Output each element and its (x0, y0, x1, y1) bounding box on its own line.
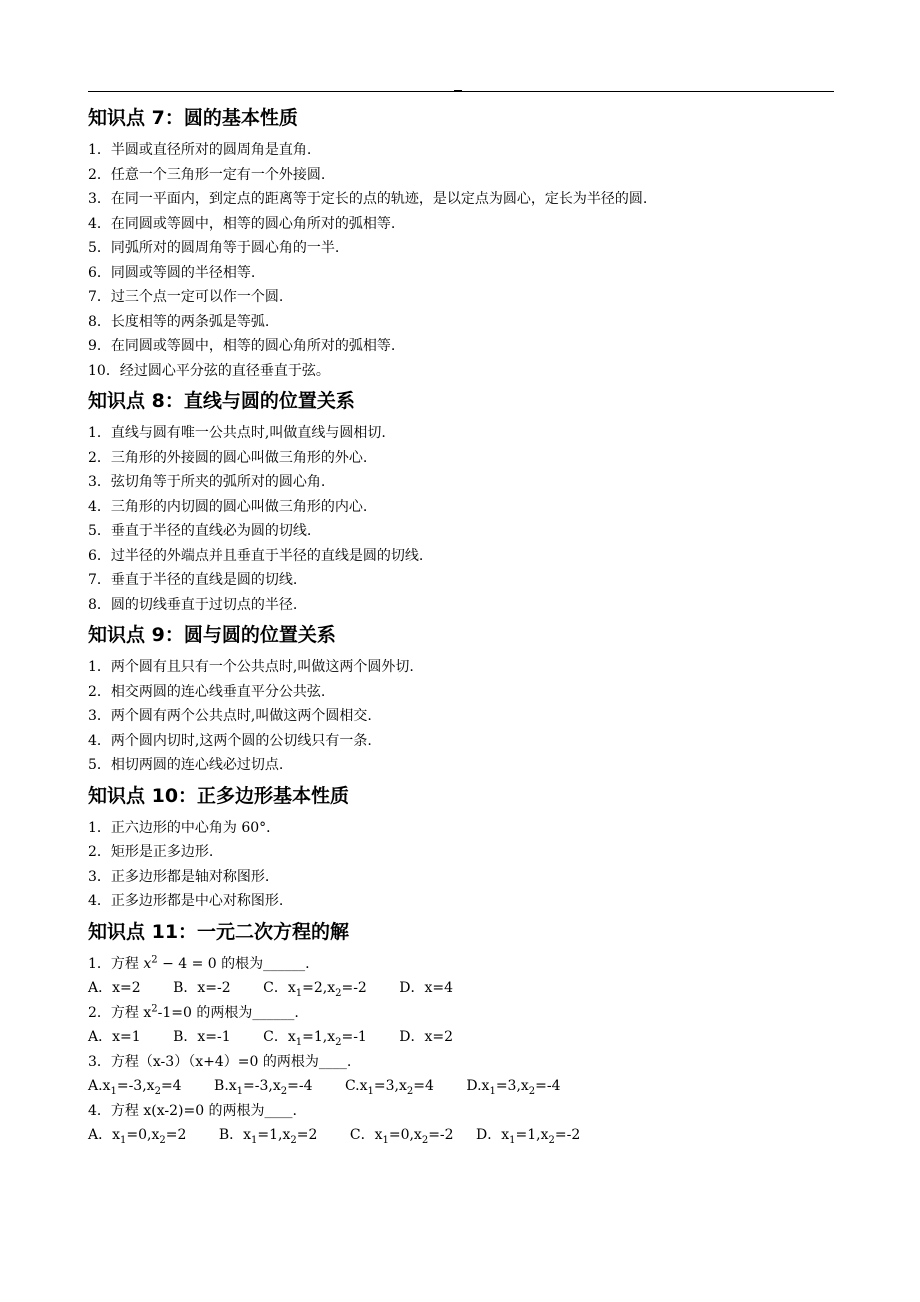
list-item: 7．过三个点一定可以作一个圆. (88, 289, 284, 305)
list-item: 1．正六边形的中心角为 60°． (88, 819, 281, 836)
list-item: 6．同圆或等圆的半径相等. (88, 264, 256, 281)
list-item: 2．矩形是正多边形. (88, 844, 214, 860)
option-d: D．x=2 (399, 1029, 454, 1045)
option-c: $C.x_1=3,x_2=4$ (344, 1078, 434, 1097)
section-10-title: 知识点 10：正多边形基本性质 (88, 784, 350, 807)
list-item: 3．正多边形都是轴对称图形. (88, 868, 270, 885)
list-item: 5．垂直于半径的直线必为圆的切线. (88, 523, 312, 539)
section-11-title: 知识点 11：一元二次方程的解 (88, 920, 350, 943)
option-a: $A.x_1=-3,x_2=4$ (88, 1078, 182, 1097)
list-item: 5．相切两圆的连心线必过切点. (88, 757, 284, 773)
list-item: 4．正多边形都是中心对称图形. (88, 893, 284, 909)
list-item: 4．在同圆或等圆中，相等的圆心角所对的弧相等. (88, 215, 396, 232)
question-2-options (88, 1025, 848, 1050)
list-item: 1．两个圆有且只有一个公共点时,叫做这两个圆外切. (88, 659, 414, 675)
list-item: 10．经过圆心平分弦的直径垂直于弦。 (88, 362, 330, 379)
question-1: 1．方程 $x^2 - 4 = 0$ 的根为______. (88, 953, 310, 972)
section-7-title: 知识点 7：圆的基本性质 (88, 107, 298, 129)
question-1-options (88, 976, 848, 1001)
option-d: $D.x_1=3,x_2=-4$ (466, 1078, 561, 1097)
option-c: C．$x_1=1,x_2=-1$ (263, 1029, 367, 1048)
section-8-title: 知识点 8：直线与圆的位置关系 (88, 390, 355, 412)
option-d: D．x=4 (399, 980, 454, 996)
option-b: $B.x_1=-3,x_2=-4$ (214, 1078, 313, 1097)
option-c: C．$x_1=2,x_2=-2$ (263, 980, 367, 999)
question-3-options (88, 1074, 848, 1099)
question-4-options (88, 1123, 848, 1148)
header-rule (88, 91, 834, 92)
option-a: A．$x_1=0,x_2=2$ (88, 1127, 187, 1146)
question-2: 2．方程 $x^2-1=0$ 的两根为______. (88, 1002, 299, 1021)
question-3: 3．方程（x-3）（x+4）=0 的两根为____. (88, 1053, 352, 1070)
document-body (88, 100, 848, 1148)
list-item: 1．直线与圆有唯一公共点时,叫做直线与圆相切. (88, 425, 386, 441)
list-item: 2．相交两圆的连心线垂直平分公共弦. (88, 683, 326, 700)
option-b: B．x=-1 (173, 1029, 231, 1045)
option-d: D．$x_1=1,x_2=-2$ (476, 1127, 581, 1146)
header-rule-mark (454, 90, 462, 92)
option-a: A．x=1 (88, 1029, 141, 1045)
list-item: 4．两个圆内切时,这两个圆的公切线只有一条. (88, 732, 372, 749)
list-item: 2．三角形的外接圆的圆心叫做三角形的外心. (88, 449, 368, 466)
list-item: 5．同弧所对的圆周角等于圆心角的一半. (88, 240, 340, 256)
section-9-title: 知识点 9：圆与圆的位置关系 (88, 624, 336, 646)
option-b: B．x=-2 (173, 980, 231, 996)
list-item: 4．三角形的内切圆的圆心叫做三角形的内心. (88, 498, 368, 515)
list-item: 8．圆的切线垂直于过切点的半径. (88, 596, 298, 613)
list-item: 7．垂直于半径的直线是圆的切线. (88, 572, 298, 588)
list-item: 2．任意一个三角形一定有一个外接圆. (88, 166, 326, 183)
option-a: A．x=2 (88, 980, 141, 996)
list-item: 3．在同一平面内，到定点的距离等于定长的点的轨迹，是以定点为圆心，定长为半径的圆. (88, 191, 648, 207)
option-c: C．$x_1=0,x_2=-2$ (349, 1127, 454, 1146)
list-item: 3．弦切角等于所夹的弧所对的圆心角. (88, 474, 326, 490)
option-b: B．$x_1=1,x_2=2$ (218, 1127, 318, 1146)
list-item: 3．两个圆有两个公共点时,叫做这两个圆相交. (88, 708, 372, 724)
list-item: 6．过半径的外端点并且垂直于半径的直线是圆的切线. (88, 547, 424, 564)
question-4: 4．方程 x(x-2)=0 的两根为____. (88, 1102, 298, 1119)
list-item: 1．半圆或直径所对的圆周角是直角. (88, 142, 312, 158)
list-item: 9．在同圆或等圆中，相等的圆心角所对的弧相等. (88, 338, 396, 354)
list-item: 8．长度相等的两条弧是等弧. (88, 313, 270, 330)
